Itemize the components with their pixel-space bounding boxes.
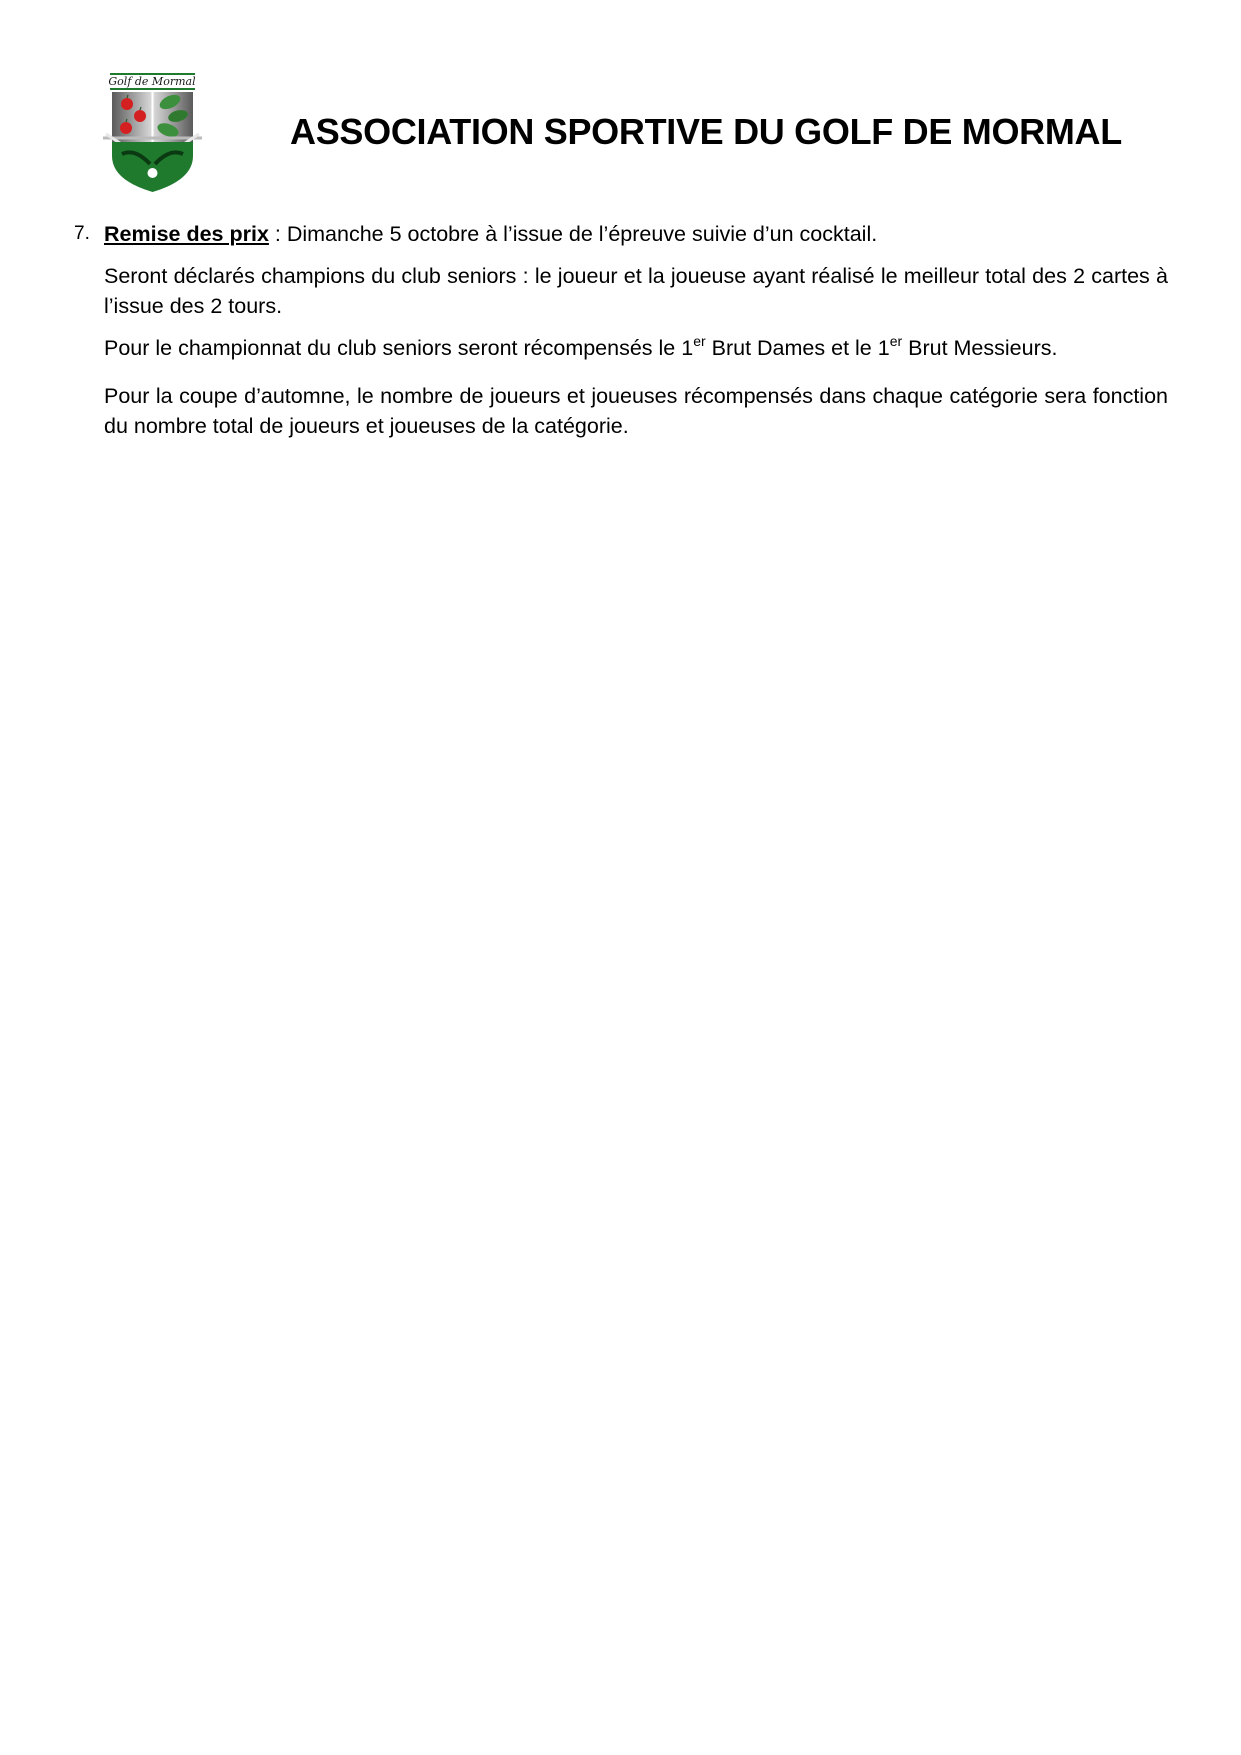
section-heading-detail: : Dimanche 5 octobre à l’issue de l’épreuve suivie d’un cocktail. <box>268 222 878 246</box>
prizes-text-1: Pour le championnat du club seniors seront récompensés le 1 <box>104 336 694 360</box>
document-body <box>74 219 1168 441</box>
svg-text:Golf de Mormal: Golf de Mormal <box>108 75 196 88</box>
paragraph-prizes <box>104 333 1168 363</box>
prizes-text-2: Brut Dames et le 1 <box>705 336 890 360</box>
list-number: 7. <box>74 223 90 244</box>
prizes-text-3: Brut Messieurs. <box>902 336 1058 360</box>
page-title: ASSOCIATION SPORTIVE DU GOLF DE MORMAL <box>290 111 1122 152</box>
club-logo <box>100 72 205 194</box>
golf-club-crest-icon <box>100 72 205 194</box>
paragraph-champions: Seront déclarés champions du club seniors : le joueur et la joueuse ayant réalisé le meilleur total des 2 cartes à l’issue des 2 tours. <box>104 264 1168 318</box>
section-heading: Remise des prix <box>104 222 269 246</box>
ordinal-superscript: er <box>889 333 903 349</box>
list-item-7 <box>74 219 1168 249</box>
paragraph-autumn-cup: Pour la coupe d’automne, le nombre de joueurs et joueuses récompensés dans chaque catégorie sera fonction du nombre total de joueurs et joueuses de la catégorie. <box>104 384 1168 438</box>
ordinal-superscript: er <box>693 333 706 349</box>
